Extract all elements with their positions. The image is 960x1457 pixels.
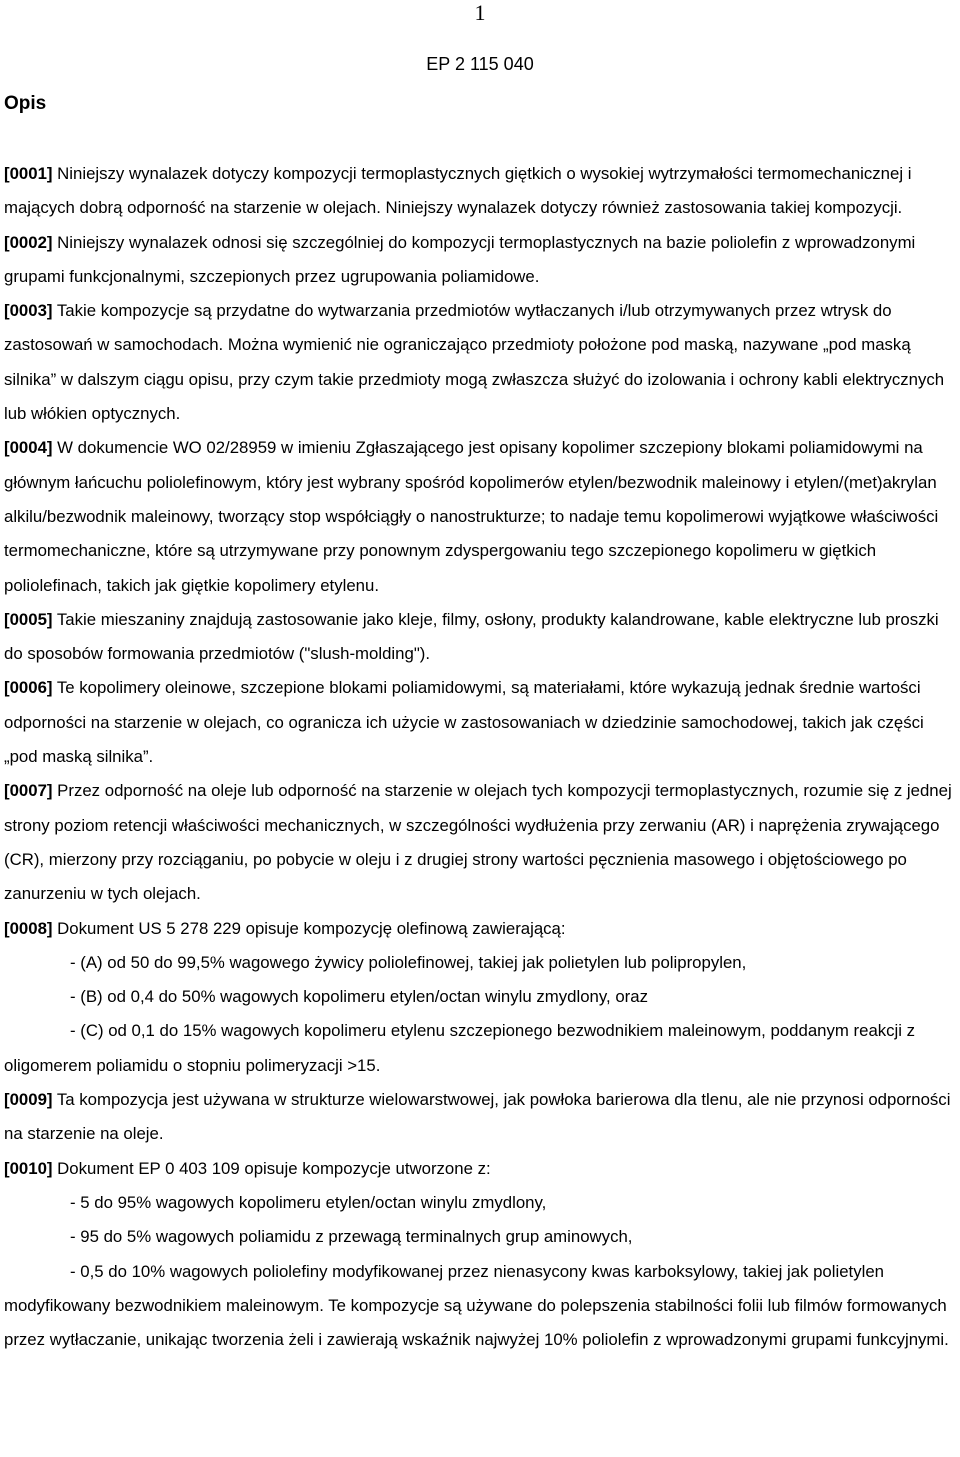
- list-item: [4, 980, 958, 1014]
- section-title: Opis: [4, 93, 47, 114]
- list-item: [4, 946, 958, 980]
- paragraph-number: [0010]: [4, 1158, 53, 1178]
- paragraph-number: [0005]: [4, 609, 53, 629]
- page-number: 1: [474, 0, 486, 25]
- paragraph-text: Takie mieszaniny znajdują zastosowanie jako kleje, filmy, osłony, produkty kalandrowane, kable elektryczne lub proszki do sposobów formowania przedmiotów ("slush-molding").: [4, 609, 939, 664]
- list-item-text: - 5 do 95% wagowych kopolimeru etylen/octan winylu zmydlony,: [70, 1192, 547, 1212]
- paragraph-0010: [4, 1152, 958, 1186]
- paragraph-number: [0003]: [4, 301, 53, 321]
- paragraph-number: [0009]: [4, 1090, 53, 1110]
- list-item-text: - 95 do 5% wagowych poliamidu z przewagą terminalnych grup aminowych,: [70, 1227, 633, 1247]
- paragraph-0002: [4, 226, 958, 295]
- paragraph-0008: [4, 912, 958, 946]
- list-item: [4, 1220, 958, 1254]
- list-item-text: - 0,5 do 10% wagowych poliolefiny modyfikowanej przez nienasycony kwas karboksylowy, takiej jak polietylen modyfikowany bezwodnikiem maleinowym. Te kompozycje są używane do polepszenia stabilności folii lub filmów formowanych przez wytłaczanie, unikając tworzenia żeli i zawierają wskaźnik najwyżej 10% poliolefin z wprowadzonymi grupami funkcyjnymi.: [4, 1261, 949, 1350]
- paragraph-number: [0004]: [4, 438, 53, 458]
- document-number: EP 2 115 040: [426, 54, 534, 74]
- paragraph-text: Przez odporność na oleje lub odporność na starzenie w olejach tych kompozycji termoplastycznych, rozumie się z jednej strony poziom retencji właściwości mechanicznych, w szczególności wydłużenia przy zerwaniu (AR) i naprężenia zrywającego (CR), mierzony przy rozciąganiu, po pobycie w oleju i z drugiej strony wartości pęcznienia masowego i objętościowego po zanurzeniu w tych olejach.: [4, 781, 952, 904]
- paragraph-text: Te kopolimery oleinowe, szczepione blokami poliamidowymi, są materiałami, które wykazują jednak średnie wartości odporności na starzenie w olejach, co ogranicza ich użycie w zastosowaniach w dziedzinie samochodowej, takich jak części „pod maską silnika”.: [4, 678, 924, 767]
- list-item-text: - (A) od 50 do 99,5% wagowego żywicy poliolefinowej, takiej jak polietylen lub polipropylen,: [70, 952, 747, 972]
- paragraph-text: Dokument EP 0 403 109 opisuje kompozycje utworzone z:: [52, 1158, 491, 1178]
- paragraph-0006: [4, 671, 958, 774]
- paragraph-number: [0001]: [4, 164, 53, 183]
- paragraph-text: Niniejszy wynalazek dotyczy kompozycji termoplastycznych giętkich o wysokiej wytrzymałości termomechanicznej i mających dobrą odporność na starzenie w olejach. Niniejszy wynalazek dotyczy również zastosowania takiej kompozycji.: [4, 164, 912, 218]
- document-body: [4, 157, 958, 1357]
- paragraph-text: Takie kompozycje są przydatne do wytwarzania przedmiotów wytłaczanych i/lub otrzymywanych przez wtrysk do zastosowań w samochodach. Można wymienić nie ograniczająco przedmioty położone pod maską, nazywane „pod maską silnika” w dalszym ciągu opisu, przy czym takie przedmioty mogą zwłaszcza służyć do izolowania i ochrony kabli elektrycznych lub włókien optycznych.: [4, 301, 945, 424]
- paragraph-0001: [4, 157, 958, 226]
- list-item-text: - (C) od 0,1 do 15% wagowych kopolimeru etylenu szczepionego bezwodnikiem maleinowym, poddanym reakcji z oligomerem poliamidu o stopniu polimeryzacji >15.: [4, 1021, 916, 1075]
- paragraph-text: Ta kompozycja jest używana w strukturze wielowarstwowej, jak powłoka barierowa dla tlenu, ale nie przynosi odporności na starzenie na oleje.: [4, 1090, 951, 1144]
- paragraph-0009: [4, 1083, 958, 1152]
- paragraph-text: W dokumencie WO 02/28959 w imieniu Zgłaszającego jest opisany kopolimer szczepiony blokami poliamidowymi na głównym łańcuchu poliolefinowym, który jest wybrany spośród kopolimerów etylen/bezwodnik maleinowy i etylen/(met)akrylan alkilu/bezwodnik maleinowy, tworzący stop współciągły o nanostrukturze; to nadaje temu kopolimerowi wyjątkowe właściwości termomechaniczne, które są utrzymywane przy ponownym zdyspergowaniu tego szczepionego kopolimeru w giętkich poliolefinach, takich jak giętkie kopolimery etylenu.: [4, 438, 939, 595]
- paragraph-0004: [4, 431, 958, 602]
- paragraph-0003: [4, 294, 958, 431]
- paragraph-text: Dokument US 5 278 229 opisuje kompozycję olefinową zawierającą:: [52, 918, 566, 938]
- list-item: [4, 1255, 958, 1358]
- list-item-text: - (B) od 0,4 do 50% wagowych kopolimeru etylen/octan winylu zmydlony, oraz: [70, 987, 648, 1007]
- paragraph-number: [0002]: [4, 232, 53, 252]
- paragraph-number: [0006]: [4, 678, 53, 698]
- paragraph-number: [0008]: [4, 918, 53, 938]
- paragraph-0007: [4, 774, 958, 911]
- list-item: [4, 1014, 958, 1083]
- paragraph-number: [0007]: [4, 781, 53, 801]
- paragraph-text: Niniejszy wynalazek odnosi się szczególniej do kompozycji termoplastycznych na bazie poliolefin z wprowadzonymi grupami funkcjonalnymi, szczepionych przez ugrupowania poliamidowe.: [4, 232, 916, 286]
- list-item: [4, 1186, 958, 1220]
- paragraph-0005: [4, 603, 958, 672]
